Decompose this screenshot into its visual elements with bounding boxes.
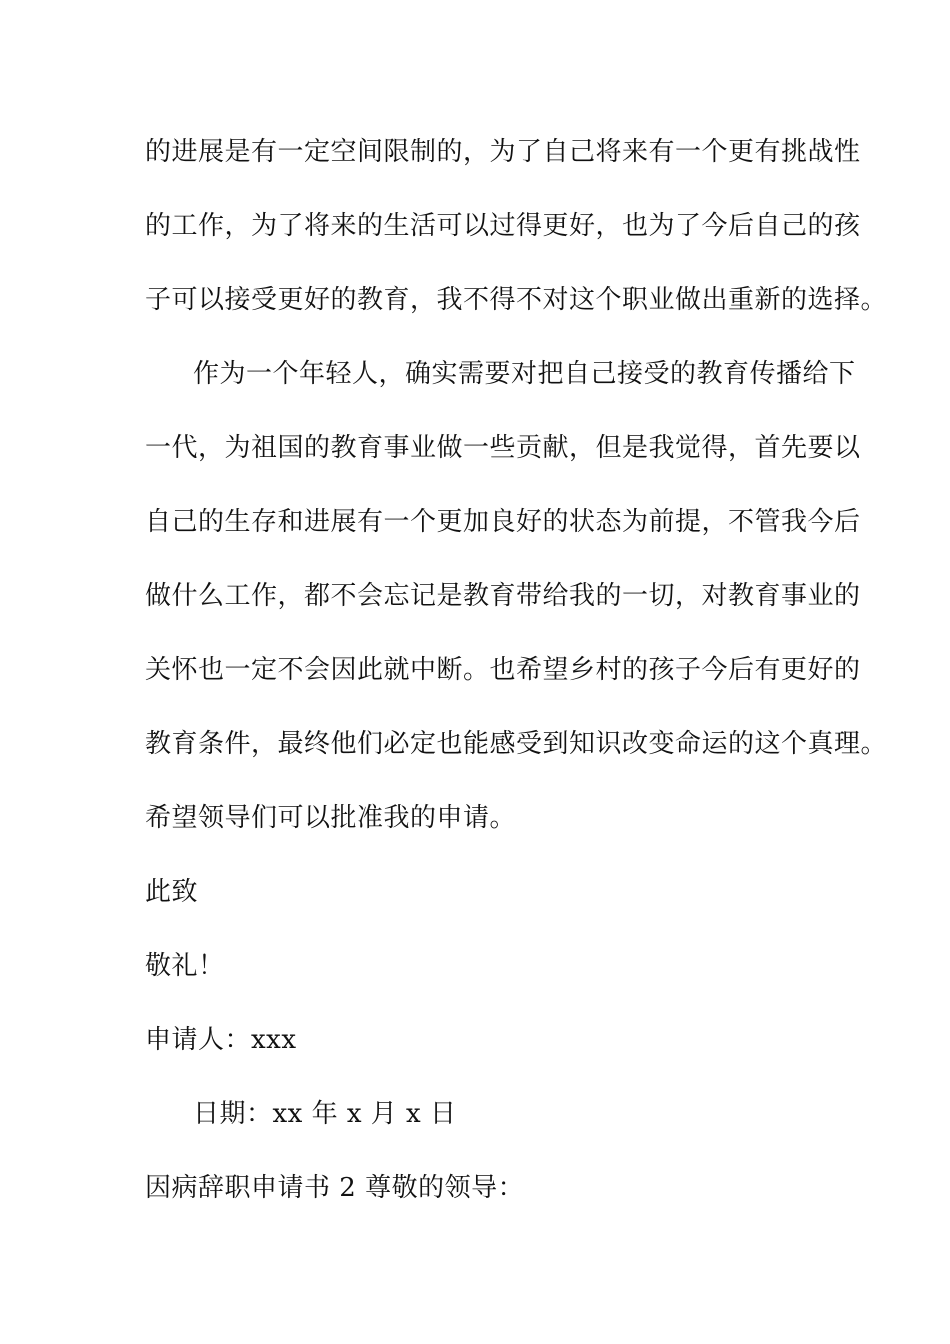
closing-salutation: 此致 bbox=[145, 877, 199, 907]
date-line: 日期：xx 年 x 月 x 日 bbox=[193, 1099, 457, 1129]
paragraph-line: 自己的生存和进展有一个更加良好的状态为前提，不管我今后 bbox=[145, 507, 861, 537]
paragraph-line: 子可以接受更好的教育，我不得不对这个职业做出重新的选择。 bbox=[145, 285, 888, 315]
closing-regards: 敬礼！ bbox=[145, 951, 225, 981]
paragraph-line: 一代，为祖国的教育事业做一些贡献，但是我觉得，首先要以 bbox=[145, 433, 861, 463]
paragraph-line: 作为一个年轻人，确实需要对把自己接受的教育传播给下 bbox=[193, 359, 856, 389]
applicant-line: 申请人：xxx bbox=[145, 1025, 297, 1055]
paragraph-line: 教育条件，最终他们必定也能感受到知识改变命运的这个真理。 bbox=[145, 729, 888, 759]
paragraph-line: 关怀也一定不会因此就中断。也希望乡村的孩子今后有更好的 bbox=[145, 655, 861, 685]
section-title: 因病辞职申请书 2 尊敬的领导： bbox=[145, 1173, 525, 1203]
paragraph-line: 做什么工作，都不会忘记是教育带给我的一切，对教育事业的 bbox=[145, 581, 861, 611]
request-line: 希望领导们可以批准我的申请。 bbox=[145, 803, 517, 833]
paragraph-line: 的工作，为了将来的生活可以过得更好，也为了今后自己的孩 bbox=[145, 211, 861, 241]
paragraph-line: 的进展是有一定空间限制的，为了自己将来有一个更有挑战性 bbox=[145, 137, 861, 167]
